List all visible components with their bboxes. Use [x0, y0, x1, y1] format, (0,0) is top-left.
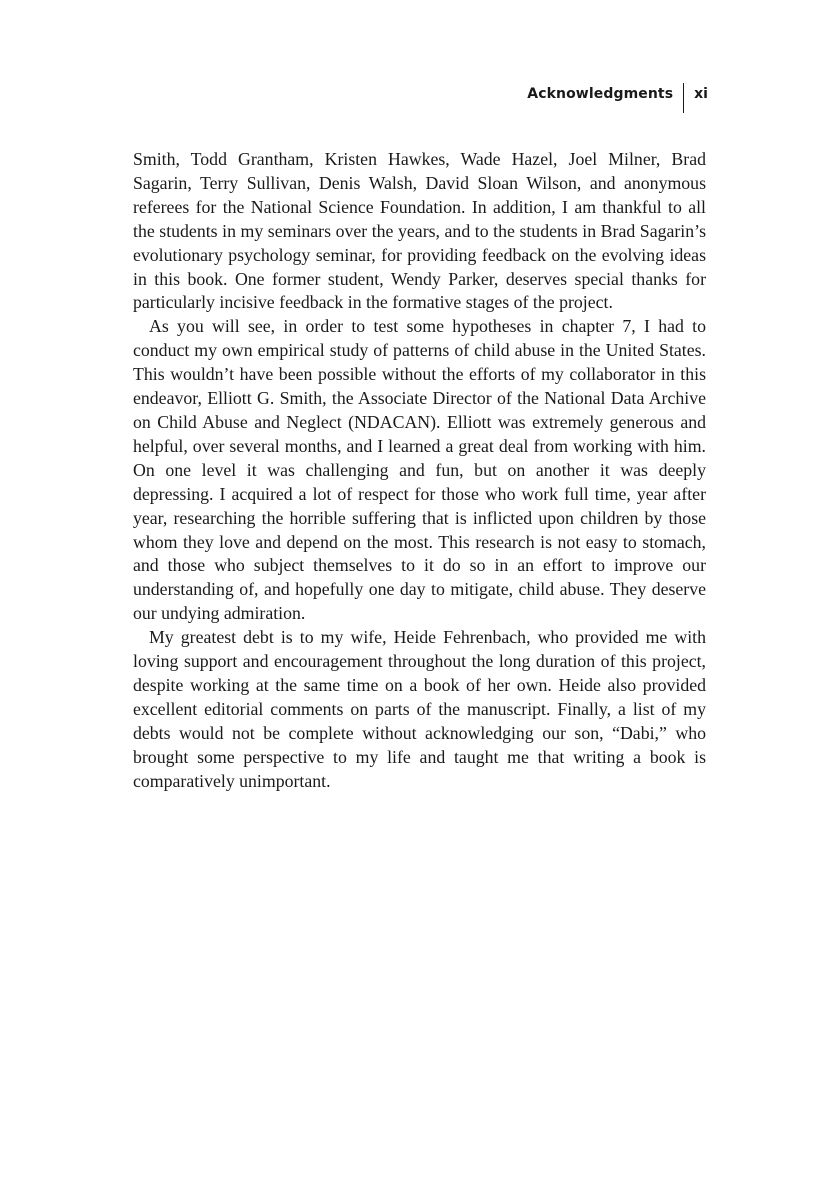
- running-head: [480, 83, 708, 113]
- body-text: [133, 148, 706, 793]
- paragraph-family-thanks: My greatest debt is to my wife, Heide Fehrenbach, who provided me with loving support and encouragement throughout the long duration of this project, despite working at the same time on a book of her own. Heide also provided excellent editorial comments on parts of the manuscript. Finally, a list of my debts would not be complete without acknowledging our son, “Dabi,” who brought some perspective to my life and taught me that writing a book is comparatively unimportant.: [133, 627, 706, 791]
- page-number: xi: [694, 86, 708, 102]
- paragraph-empirical-study: As you will see, in order to test some hypotheses in chapter 7, I had to conduct my own empirical study of patterns of child abuse in the United States. This wouldn’t have been possible without the efforts of my collaborator in this endeavor, Elliott G. Smith, the Associate Director of the National Data Archive on Child Abuse and Neglect (NDACAN). Elliott was extremely generous and helpful, over several months, and I learned a great deal from working with him. On one level it was challenging and fun, but on another it was deeply depressing. I acquired a lot of respect for those who work full time, year after year, researching the horrible suffering that is inflicted upon children by those whom they love and depend on the most. This research is not easy to stomach, and those who subject themselves to it do so in an effort to improve our understanding of, and hopefully one day to mitigate, child abuse. They deserve our undying admiration.: [133, 316, 706, 624]
- running-head-section-title: Acknowledgments: [527, 86, 674, 102]
- paragraph-continued: Smith, Todd Grantham, Kristen Hawkes, Wade Hazel, Joel Milner, Brad Sagarin, Terry Sullivan, Denis Walsh, David Sloan Wilson, and anonymous referees for the National Science Foundation. In addition, I am thankful to all the students in my seminars over the years, and to the students in Brad Sagarin’s evolutionary psychology seminar, for providing feedback on the evolving ideas in this book. One former student, Wendy Parker, deserves special thanks for particularly incisive feedback in the formative stages of the project.: [133, 149, 706, 313]
